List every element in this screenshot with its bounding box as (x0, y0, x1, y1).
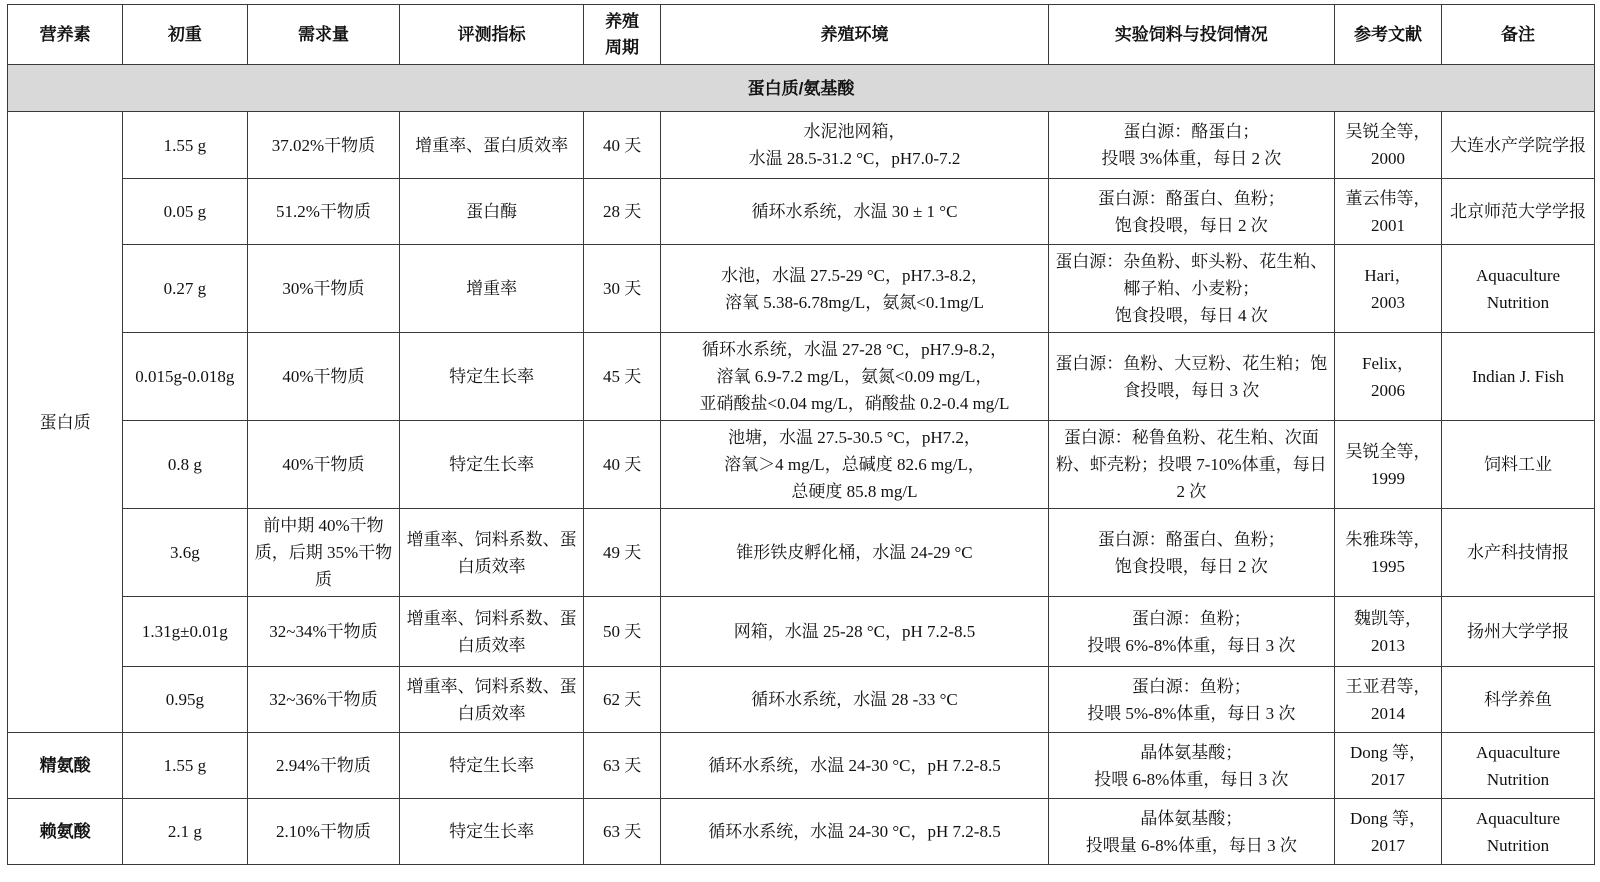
cell-culture-period: 63 天 (583, 799, 660, 865)
header-evaluation-index: 评测指标 (400, 5, 583, 65)
cell-feed-and-feeding: 蛋白源：酪蛋白、鱼粉； 饱食投喂，每日 2 次 (1048, 509, 1334, 597)
cell-requirement: 32~34%干物质 (247, 597, 400, 667)
header-reference: 参考文献 (1335, 5, 1442, 65)
cell-feed-and-feeding: 蛋白源：秘鲁鱼粉、花生粕、次面粉、虾壳粉；投喂 7-10%体重，每日 2 次 (1048, 421, 1334, 509)
cell-evaluation-index: 增重率 (400, 245, 583, 333)
cell-feed-and-feeding: 蛋白源：杂鱼粉、虾头粉、花生粕、椰子粕、小麦粉； 饱食投喂，每日 4 次 (1048, 245, 1334, 333)
cell-initial-weight: 0.015g-0.018g (123, 333, 247, 421)
header-culture-period: 养殖 周期 (583, 5, 660, 65)
cell-requirement: 40%干物质 (247, 421, 400, 509)
cell-requirement: 40%干物质 (247, 333, 400, 421)
cell-reference: Felix， 2006 (1335, 333, 1442, 421)
cell-requirement: 前中期 40%干物质，后期 35%干物质 (247, 509, 400, 597)
table-row (8, 597, 1595, 667)
cell-evaluation-index: 蛋白酶 (400, 179, 583, 245)
cell-notes: 科学养鱼 (1442, 667, 1595, 733)
nutrient-requirement-table (7, 4, 1595, 865)
cell-culture-period: 49 天 (583, 509, 660, 597)
header-row (8, 5, 1595, 65)
cell-requirement: 2.94%干物质 (247, 733, 400, 799)
table-row (8, 112, 1595, 179)
header-notes: 备注 (1442, 5, 1595, 65)
cell-reference: Dong 等， 2017 (1335, 799, 1442, 865)
cell-culture-period: 50 天 (583, 597, 660, 667)
cell-evaluation-index: 特定生长率 (400, 733, 583, 799)
table-row (8, 667, 1595, 733)
cell-reference: Hari， 2003 (1335, 245, 1442, 333)
header-requirement: 需求量 (247, 5, 400, 65)
section-row (8, 65, 1595, 112)
cell-initial-weight: 1.31g±0.01g (123, 597, 247, 667)
table-row (8, 421, 1595, 509)
cell-culture-period: 45 天 (583, 333, 660, 421)
cell-notes: 饲料工业 (1442, 421, 1595, 509)
nutrient-cell: 精氨酸 (8, 733, 123, 799)
table-row (8, 333, 1595, 421)
cell-requirement: 37.02%干物质 (247, 112, 400, 179)
cell-initial-weight: 2.1 g (123, 799, 247, 865)
cell-culture-period: 28 天 (583, 179, 660, 245)
cell-culture-environment: 循环水系统，水温 27-28 °C，pH7.9-8.2， 溶氧 6.9-7.2 mg/L，氨氮<0.09 mg/L， 亚硝酸盐<0.04 mg/L，硝酸盐 0.2-0.4 mg/L (661, 333, 1048, 421)
cell-reference: 吴锐全等，2000 (1335, 112, 1442, 179)
cell-notes: Aquaculture Nutrition (1442, 799, 1595, 865)
cell-notes: 北京师范大学学报 (1442, 179, 1595, 245)
header-feed-and-feeding: 实验饲料与投饲情况 (1048, 5, 1334, 65)
cell-culture-environment: 循环水系统，水温 30 ± 1 °C (661, 179, 1048, 245)
cell-evaluation-index: 特定生长率 (400, 421, 583, 509)
cell-reference: 朱雅珠等，1995 (1335, 509, 1442, 597)
cell-culture-environment: 水池，水温 27.5-29 °C，pH7.3-8.2， 溶氧 5.38-6.78mg/L，氨氮<0.1mg/L (661, 245, 1048, 333)
cell-culture-period: 40 天 (583, 421, 660, 509)
cell-initial-weight: 3.6g (123, 509, 247, 597)
cell-evaluation-index: 增重率、饲料系数、蛋白质效率 (400, 667, 583, 733)
cell-feed-and-feeding: 蛋白源：鱼粉； 投喂 5%-8%体重，每日 3 次 (1048, 667, 1334, 733)
cell-notes: 水产科技情报 (1442, 509, 1595, 597)
nutrient-cell: 赖氨酸 (8, 799, 123, 865)
cell-requirement: 2.10%干物质 (247, 799, 400, 865)
cell-feed-and-feeding: 晶体氨基酸； 投喂 6-8%体重，每日 3 次 (1048, 733, 1334, 799)
table-row (8, 799, 1595, 865)
cell-notes: Aquaculture Nutrition (1442, 733, 1595, 799)
cell-culture-environment: 循环水系统，水温 28 -33 °C (661, 667, 1048, 733)
cell-reference: 董云伟等，2001 (1335, 179, 1442, 245)
cell-reference: Dong 等， 2017 (1335, 733, 1442, 799)
cell-culture-environment: 网箱，水温 25-28 °C，pH 7.2-8.5 (661, 597, 1048, 667)
table-row (8, 733, 1595, 799)
cell-requirement: 32~36%干物质 (247, 667, 400, 733)
nutrient-cell: 蛋白质 (8, 112, 123, 733)
cell-notes: Indian J. Fish (1442, 333, 1595, 421)
cell-reference: 王亚君等，2014 (1335, 667, 1442, 733)
cell-feed-and-feeding: 蛋白源：酪蛋白、鱼粉； 饱食投喂，每日 2 次 (1048, 179, 1334, 245)
cell-initial-weight: 0.95g (123, 667, 247, 733)
cell-culture-period: 63 天 (583, 733, 660, 799)
cell-culture-period: 62 天 (583, 667, 660, 733)
cell-culture-environment: 水泥池网箱， 水温 28.5-31.2 °C，pH7.0-7.2 (661, 112, 1048, 179)
cell-notes: 扬州大学学报 (1442, 597, 1595, 667)
cell-initial-weight: 0.8 g (123, 421, 247, 509)
table-row (8, 245, 1595, 333)
cell-requirement: 30%干物质 (247, 245, 400, 333)
cell-feed-and-feeding: 晶体氨基酸； 投喂量 6-8%体重，每日 3 次 (1048, 799, 1334, 865)
cell-reference: 吴锐全等，1999 (1335, 421, 1442, 509)
cell-culture-period: 30 天 (583, 245, 660, 333)
cell-evaluation-index: 特定生长率 (400, 799, 583, 865)
cell-culture-environment: 池塘，水温 27.5-30.5 °C，pH7.2， 溶氧＞4 mg/L，总碱度 82.6 mg/L， 总硬度 85.8 mg/L (661, 421, 1048, 509)
cell-culture-environment: 锥形铁皮孵化桶，水温 24-29 °C (661, 509, 1048, 597)
cell-evaluation-index: 增重率、饲料系数、蛋白质效率 (400, 597, 583, 667)
cell-culture-period: 40 天 (583, 112, 660, 179)
cell-feed-and-feeding: 蛋白源：酪蛋白； 投喂 3%体重，每日 2 次 (1048, 112, 1334, 179)
cell-initial-weight: 1.55 g (123, 733, 247, 799)
cell-evaluation-index: 增重率、蛋白质效率 (400, 112, 583, 179)
header-initial-weight: 初重 (123, 5, 247, 65)
cell-culture-environment: 循环水系统，水温 24-30 °C，pH 7.2-8.5 (661, 733, 1048, 799)
cell-evaluation-index: 特定生长率 (400, 333, 583, 421)
cell-initial-weight: 0.05 g (123, 179, 247, 245)
cell-culture-environment: 循环水系统，水温 24-30 °C，pH 7.2-8.5 (661, 799, 1048, 865)
section-title: 蛋白质/氨基酸 (8, 65, 1595, 112)
cell-notes: 大连水产学院学报 (1442, 112, 1595, 179)
cell-notes: Aquaculture Nutrition (1442, 245, 1595, 333)
cell-initial-weight: 0.27 g (123, 245, 247, 333)
cell-requirement: 51.2%干物质 (247, 179, 400, 245)
cell-reference: 魏凯等， 2013 (1335, 597, 1442, 667)
cell-feed-and-feeding: 蛋白源：鱼粉； 投喂 6%-8%体重，每日 3 次 (1048, 597, 1334, 667)
header-nutrient: 营养素 (8, 5, 123, 65)
table-row (8, 509, 1595, 597)
cell-evaluation-index: 增重率、饲料系数、蛋白质效率 (400, 509, 583, 597)
table-row (8, 179, 1595, 245)
header-culture-environment: 养殖环境 (661, 5, 1048, 65)
cell-feed-and-feeding: 蛋白源：鱼粉、大豆粉、花生粕；饱食投喂，每日 3 次 (1048, 333, 1334, 421)
cell-initial-weight: 1.55 g (123, 112, 247, 179)
